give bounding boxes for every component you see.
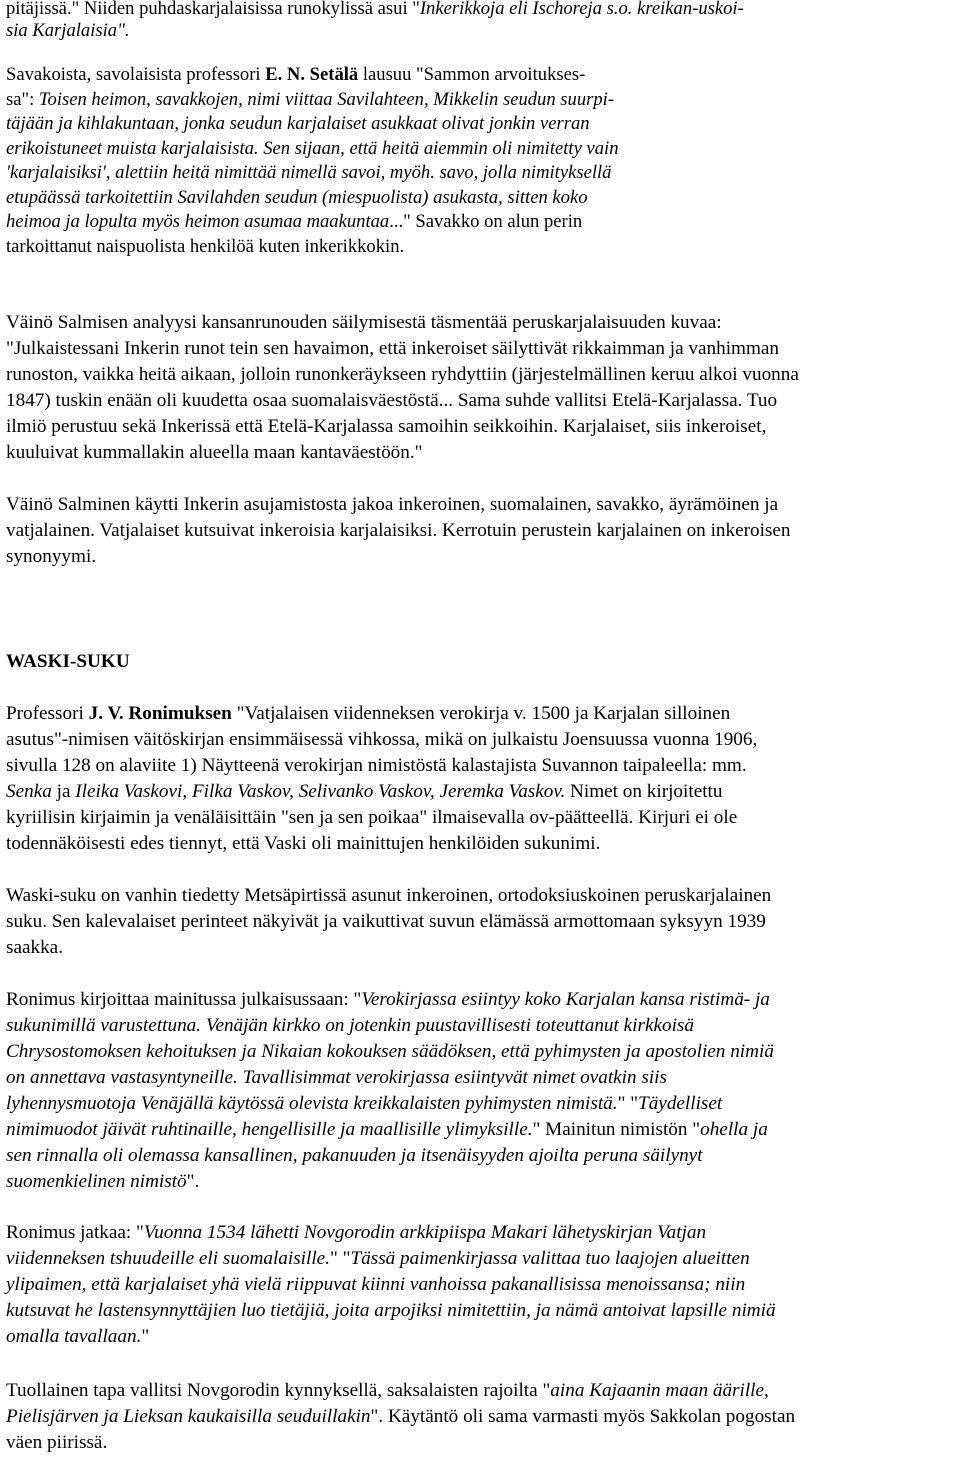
italic-run: erikoistuneet muista karjalaisista. — [6, 137, 259, 159]
text-run: ja — [51, 781, 76, 802]
text-line: tarkoittanut naispuolista henkilöä kuten inkerikkokin. — [6, 235, 405, 257]
text-run: sa": — [6, 88, 39, 110]
text-run: Professori — [6, 703, 89, 724]
italic-run: aina Kajaanin maan äärille, — [550, 1380, 769, 1401]
italic-run: Toisen heimon, savakkojen, nimi viittaa Savilahteen, Mikkelin seudun suurpi- — [38, 88, 615, 110]
text-line: vatjalainen. Vatjalaiset kutsuivat inkeroisia karjalaisiksi. Kerrotuin perustein karjalainen on inkeroisen — [6, 520, 791, 541]
paragraph-7 — [6, 987, 954, 1195]
italic-run: Ileika Vaskovi, Filka Vaskov, Selivanko Vaskov, Jeremka Vaskov. — [75, 781, 566, 802]
text-run: Ronimus jatkaa: " — [6, 1222, 144, 1243]
text-line: saakka. — [6, 937, 64, 958]
text-line: kyriilisin kirjaimin ja venäläisittäin "sen ja sen poikaa" ilmaisevalla ov-päätteellä. Kirjuri ei ole — [6, 807, 738, 828]
text-line: synonyymi. — [6, 546, 97, 567]
text-run: Ronimus kirjoittaa mainitussa julkaisussaan: " — [6, 989, 362, 1010]
text-run: " " — [330, 1248, 351, 1269]
text-line: Waski-suku on vanhin tiedetty Metsäpirtissä asunut inkeroinen, ortodoksiuskoinen peruskarjalainen — [6, 885, 772, 906]
paragraph-5 — [6, 701, 954, 857]
bold-run: E. N. Setälä — [265, 64, 359, 85]
paragraph-4 — [6, 492, 954, 570]
italic-run: Chrysostomoksen kehoituksen ja Nikaian kokouksen säädöksen, että pyhimysten ja apostolien nimiä — [6, 1041, 774, 1062]
text-line: suku. Sen kalevalaiset perinteet näkyivät ja vaikuttivat suvun elämässä armottomaan syksyyn 1939 — [6, 911, 766, 932]
italic-run: Täydelliset — [638, 1093, 723, 1114]
text-run: pitäjissä." Niiden puhdaskarjalaisissa runokylissä asui " — [6, 0, 420, 19]
text-run: " " — [617, 1093, 639, 1114]
italic-run: Sen sijaan, että heitä aiemmin oli nimitetty vain — [258, 137, 619, 159]
text-run: Tuollainen tapa vallitsi Novgorodin kynnyksellä, saksalaisten rajoilta " — [6, 1380, 551, 1401]
bold-run: J. V. Ronimuksen — [88, 703, 232, 724]
text-run: ". Käytäntö oli sama varmasti myös Sakkolan pogostan — [370, 1406, 796, 1427]
text-run: ..." Savakko on alun perin — [389, 211, 583, 232]
italic-run: ylipaimen, että karjalaiset yhä vielä riippuvat kiinni vanhoissa pakanallisissa menoissansa; niin — [6, 1274, 746, 1295]
italic-run: Senka — [6, 781, 52, 802]
italic-run: heimoa ja lopulta myös heimon asumaa maakuntaa — [6, 211, 390, 232]
section-heading: WASKI-SUKU — [6, 651, 130, 672]
text-run: " Mainitun nimistön " — [532, 1119, 701, 1140]
italic-run: Inkerikkoja eli Ischoreja s.o. kreikan-uskoi- — [419, 0, 744, 19]
italic-run: on annettava vastasyntyneille. Tavallisimmat verokirjassa esiintyvät nimet ovatkin siis — [6, 1067, 667, 1088]
text-line: 1847) tuskin enään oli kuudetta osaa suomalaisväestöstä... Sama suhde vallitsi Etelä-Karjalassa. Tuo — [6, 390, 778, 411]
text-line: kuuluivat kummallakin alueella maan kantaväestöön." — [6, 442, 423, 463]
text-line: väen piirissä. — [6, 1432, 108, 1453]
text-line: sivulla 128 on alaviite 1) Näytteenä verokirjan nimistöstä kalastajista Suvannon taipaleella: mm. — [6, 755, 747, 776]
text-line: ilmiö perustuu sekä Inkerissä että Etelä-Karjalassa samoihin seikkoihin. Karjalaiset, siis inkeroiset, — [6, 416, 767, 437]
italic-run: etupäässä tarkoitettiin Savilahden seudun (miespuolista) asukasta, sitten koko — [6, 186, 588, 208]
text-line: runoston, vaikka heitä aikaan, jolloin runonkeräykseen ryhdyttiin (järjestelmällinen keruu alkoi vuonna — [6, 364, 799, 385]
italic-run: Tässä paimenkirjassa valittaa tuo laajojen alueitten — [350, 1248, 750, 1269]
italic-run: Verokirjassa esiintyy koko Karjalan kansa ristimä- ja — [361, 989, 770, 1010]
italic-run: Vuonna 1534 lähetti Novgorodin arkkipiispa Makari lähetyskirjan Vatjan — [143, 1222, 707, 1243]
paragraph-9 — [6, 1378, 954, 1456]
italic-run: kutsuvat he lastensynnyttäjien luo tietäjiä, joita arpojiksi nimitettiin, ja nämä antoivat lapsille nimiä — [6, 1300, 776, 1321]
text-run: lausuu "Sammon arvoitukses- — [358, 64, 586, 85]
paragraph-1 — [6, 0, 954, 42]
text-run: ". — [186, 1171, 200, 1192]
paragraph-2 — [6, 63, 954, 259]
italic-run: Pielisjärven ja Lieksan kaukaisilla seuduillakin — [6, 1406, 371, 1427]
paragraph-6 — [6, 883, 954, 961]
text-run: Nimet on kirjoitettu — [565, 781, 723, 802]
italic-run: täjään ja kihlakuntaan, jonka seudun karjalaiset asukkaat olivat jonkin verran — [6, 113, 590, 134]
italic-run: 'karjalaisiksi', alettiin heitä nimittää nimellä savoi, myöh. — [6, 162, 435, 183]
text-line: Väinö Salminen käytti Inkerin asujamistosta jakoa inkeroinen, suomalainen, savakko, äyrämöinen ja — [6, 494, 779, 515]
italic-run: sukunimillä varustettuna. Venäjän kirkko on jotenkin puustavillisesti toteuttanut kirkkoisä — [6, 1015, 694, 1036]
text-line: asutus"-nimisen väitöskirjan ensimmäisessä vihkossa, mikä on julkaistu Joensuussa vuonna 1906, — [6, 729, 758, 750]
italic-run: nimimuodot jäivät ruhtinaille, hengellisille ja maallisille ylimyksille. — [6, 1119, 533, 1140]
text-run: Savakoista, savolaisista professori — [6, 64, 266, 85]
text-line: Väinö Salmisen analyysi kansanrunouden säilymisestä täsmentää peruskarjalaisuuden kuvaa: — [6, 312, 722, 333]
italic-run: savo, jolla nimityksellä — [434, 162, 612, 183]
text-line: todennäköisesti edes tiennyt, että Vaski oli mainittujen henkilöiden sukunimi. — [6, 833, 601, 854]
italic-run: ohella ja — [700, 1119, 768, 1140]
italic-run: viidenneksen tshuudeille eli suomalaisille. — [6, 1248, 330, 1269]
italic-run: omalla tavallaan. — [6, 1326, 142, 1347]
text-run: "Vatjalaisen viidenneksen verokirja v. 1500 ja Karjalan silloinen — [231, 703, 731, 724]
italic-run: lyhennysmuotoja Venäjällä käytössä olevista kreikkalaisten pyhimysten nimistä. — [6, 1093, 618, 1114]
paragraph-3 — [6, 310, 954, 466]
paragraph-8 — [6, 1220, 954, 1350]
text-run: " — [141, 1326, 150, 1347]
italic-run: sen rinnalla oli olemassa kansallinen, pakanuuden ja itsenäisyyden ajoilta peruna säilynyt — [6, 1145, 703, 1166]
italic-run: sia Karjalaisia". — [6, 20, 130, 41]
italic-run: suomenkielinen nimistö — [6, 1171, 187, 1192]
text-line: "Julkaistessani Inkerin runot tein sen havaimon, että inkeroiset säilyttivät rikkaimman ja vanhimman — [6, 338, 780, 359]
